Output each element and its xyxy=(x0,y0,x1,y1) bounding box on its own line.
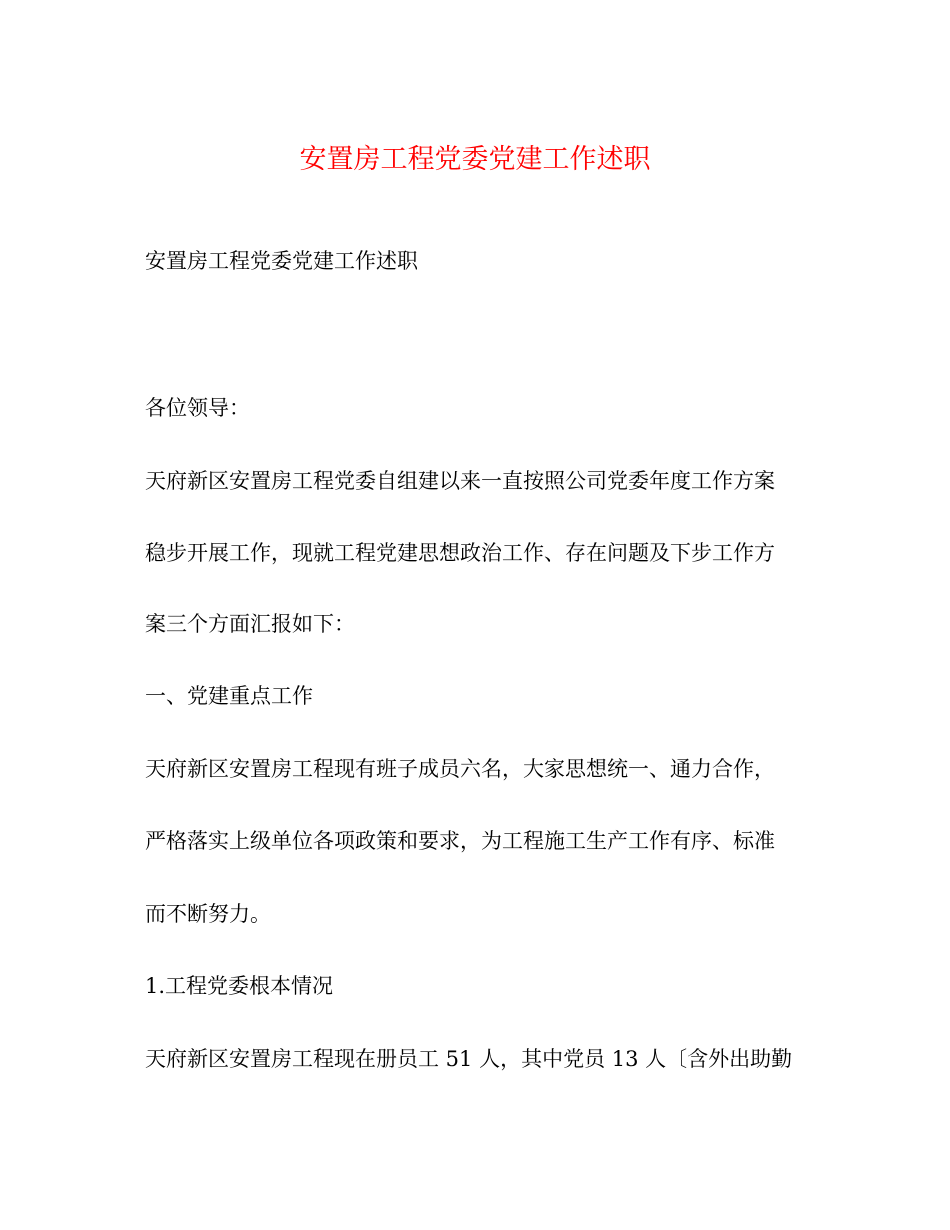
paragraph-line: 天府新区安置房工程现有班子成员六名，大家思想统一、通力合作， xyxy=(145,757,775,781)
paragraph-line: 而不断努力。 xyxy=(145,902,271,926)
subtitle-line: 安置房工程党委党建工作述职 xyxy=(145,249,418,273)
paragraph-line: 案三个方面汇报如下： xyxy=(145,612,355,636)
paragraph-line: 严格落实上级单位各项政策和要求，为工程施工生产工作有序、标准 xyxy=(145,829,775,853)
paragraph-line: 天府新区安置房工程现在册员工 51 人，其中党员 13 人〔含外出助勤 xyxy=(145,1047,793,1071)
salutation-line: 各位领导： xyxy=(145,396,250,420)
document-title: 安置房工程党委党建工作述职 xyxy=(299,144,651,175)
paragraph-line: 天府新区安置房工程党委自组建以来一直按照公司党委年度工作方案 xyxy=(145,469,775,493)
paragraph-line: 稳步开展工作，现就工程党建思想政治工作、存在问题及下步工作方 xyxy=(145,541,775,565)
subsection-heading: 1.工程党委根本情况 xyxy=(145,974,334,998)
section-heading: 一、党建重点工作 xyxy=(145,684,313,708)
